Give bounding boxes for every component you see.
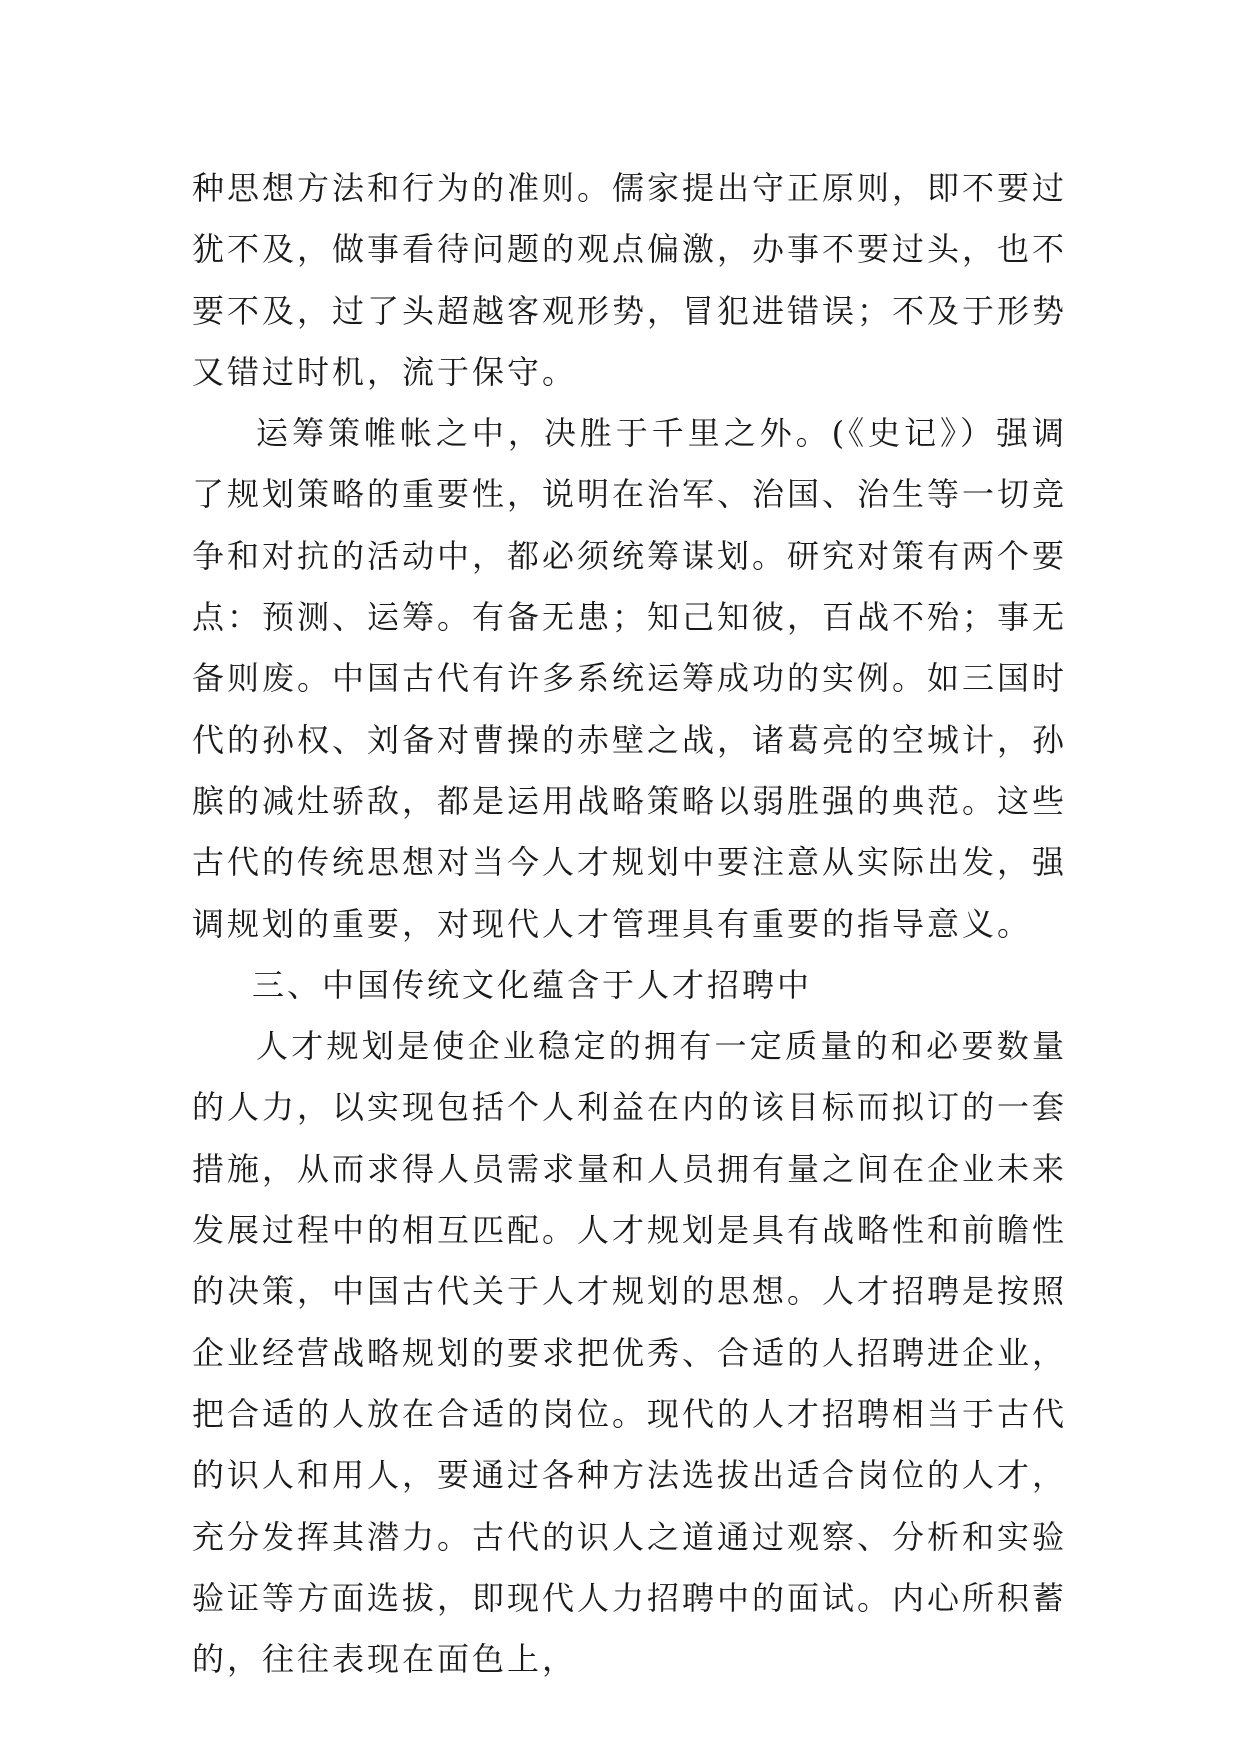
- document-body: [192, 158, 1067, 1690]
- paragraph-continuation: 种思想方法和行为的准则。儒家提出守正原则，即不要过犹不及，做事看待问题的观点偏激，办事不要过头，也不要不及，过了头超越客观形势，冒犯进错误；不及于形势又错过时机，流于保守。: [192, 169, 1068, 391]
- section-heading-3: 三、中国传统文化蕴含于人才招聘中: [252, 965, 813, 1004]
- paragraph-planning-strategy: 运筹策帷帐之中，决胜于千里之外。(《史记》）强调了规划策略的重要性，说明在治军、治国、治生等一切竞争和对抗的活动中，都必须统筹谋划。研究对策有两个要点：预测、运筹。有备无患；知己知彼，百战不殆；事无备则废。中国古代有许多系统运筹成功的实例。如三国时代的孙权、刘备对曹操的赤壁之战，诸葛亮的空城计，孙膑的减灶骄敌，都是运用战略策略以弱胜强的典范。这些古代的传统思想对当今人才规划中要注意从实际出发，强调规划的重要，对现代人才管理具有重要的指导意义。: [192, 414, 1068, 943]
- paragraph-talent-recruitment: 人才规划是使企业稳定的拥有一定质量的和必要数量的人力，以实现包括个人利益在内的该目标而拟订的一套措施，从而求得人员需求量和人员拥有量之间在企业未来发展过程中的相互匹配。人才规划是具有战略性和前瞻性的决策，中国古代关于人才规划的思想。人才招聘是按照企业经营战略规划的要求把优秀、合适的人招聘进企业，把合适的人放在合适的岗位。现代的人才招聘相当于古代的识人和用人，要通过各种方法选拔出适合岗位的人才，充分发挥其潜力。古代的识人之道通过观察、分析和实验验证等方面选拔，即现代人力招聘中的面试。内心所积蓄的，往往表现在面色上，: [192, 1027, 1068, 1679]
